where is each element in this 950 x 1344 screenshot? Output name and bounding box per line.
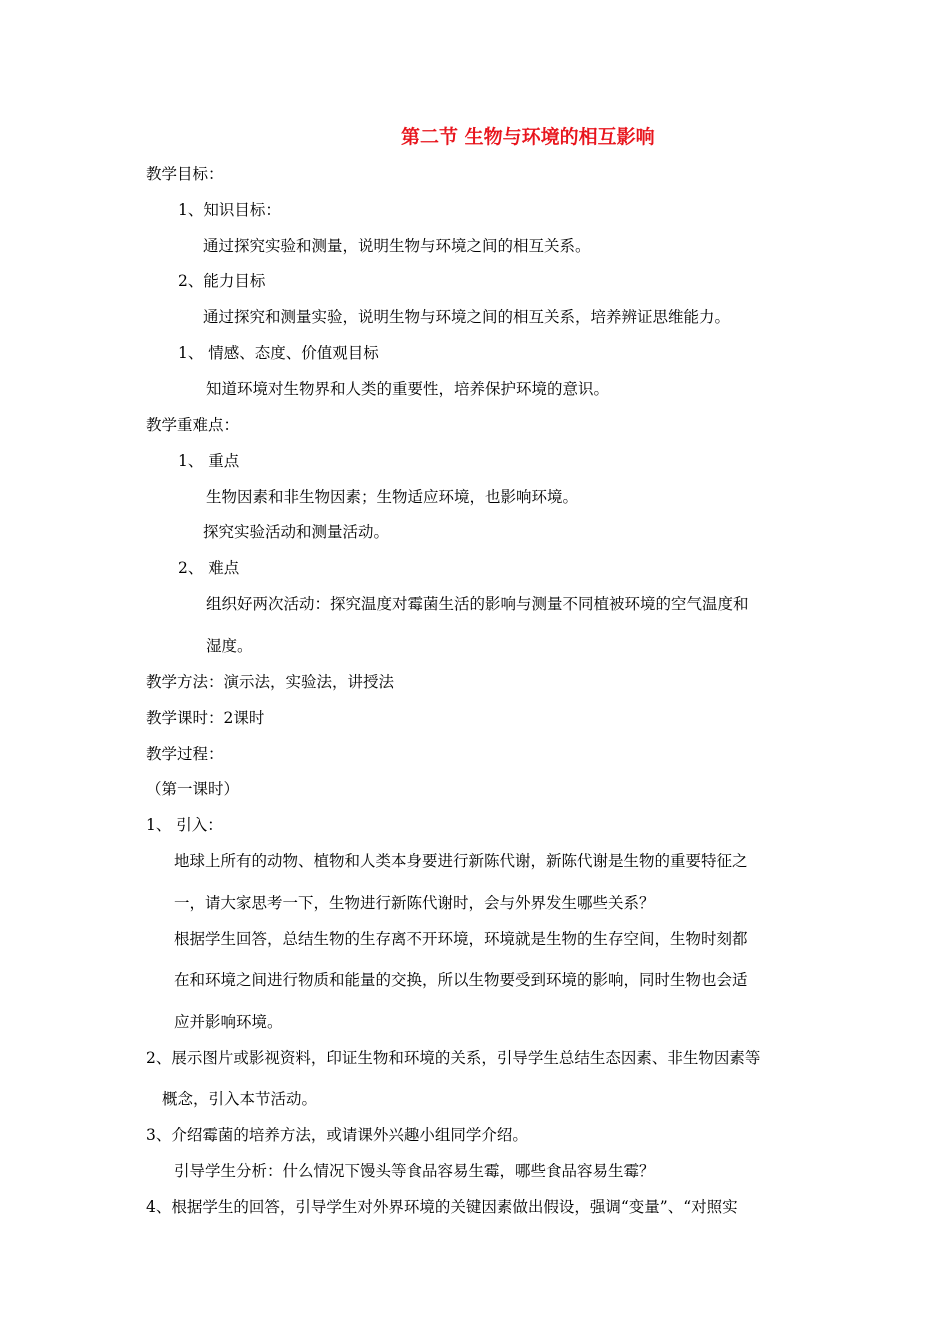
difficult-point-text-cont: 湿度。: [206, 637, 253, 655]
key-point-text: 生物因素和非生物因素；生物适应环境，也影响环境。: [206, 488, 579, 506]
step-3-text: 3、介绍霉菌的培养方法，或请课外兴趣小组同学介绍。: [146, 1126, 528, 1144]
teaching-hours: 教学课时：2课时: [146, 709, 265, 727]
knowledge-goal-text: 通过探究实验和测量，说明生物与环境之间的相互关系。: [203, 237, 591, 255]
step-1-summary-cont: 在和环境之间进行物质和能量的交换，所以生物要受到环境的影响，同时生物也会适: [174, 971, 748, 989]
document-title: 第二节 生物与环境的相互影响: [401, 126, 655, 148]
difficult-point-label: 2、 难点: [178, 559, 240, 577]
knowledge-goal-label: 1、知识目标：: [178, 201, 281, 219]
key-point-label: 1、 重点: [178, 452, 240, 470]
process-heading: 教学过程：: [146, 745, 224, 763]
step-4-text: 4、根据学生的回答，引导学生对外界环境的关键因素做出假设，强调“变量”、“对照实: [146, 1198, 738, 1216]
step-1-text: 地球上所有的动物、植物和人类本身要进行新陈代谢，新陈代谢是生物的重要特征之: [174, 852, 748, 870]
attitude-goal-text: 知道环境对生物界和人类的重要性，培养保护环境的意识。: [206, 380, 610, 398]
goals-heading: 教学目标：: [146, 165, 224, 183]
keypoints-heading: 教学重难点：: [146, 416, 240, 434]
step-1-label: 1、 引入：: [146, 816, 223, 834]
step-1-summary-end: 应并影响环境。: [174, 1013, 283, 1031]
step-1-summary: 根据学生回答，总结生物的生存离不开环境，环境就是生物的生存空间，生物时刻都: [174, 930, 748, 948]
difficult-point-text: 组织好两次活动：探究温度对霉菌生活的影响与测量不同植被环境的空气温度和: [206, 595, 749, 613]
attitude-goal-label: 1、 情感、态度、价值观目标: [178, 344, 379, 362]
step-1-text-cont: 一，请大家思考一下，生物进行新陈代谢时，会与外界发生哪些关系？: [174, 894, 655, 912]
key-point-text-2: 探究实验活动和测量活动。: [203, 523, 390, 541]
step-3-question: 引导学生分析：什么情况下馒头等食品容易生霉，哪些食品容易生霉？: [174, 1162, 655, 1180]
ability-goal-text: 通过探究和测量实验，说明生物与环境之间的相互关系，培养辨证思维能力。: [203, 308, 731, 326]
step-2-text: 2、展示图片或影视资料，印证生物和环境的关系，引导学生总结生态因素、非生物因素等: [146, 1049, 761, 1067]
teaching-method: 教学方法：演示法，实验法，讲授法: [146, 673, 395, 691]
ability-goal-label: 2、能力目标: [178, 272, 266, 290]
step-2-text-cont: 概念，引入本节活动。: [162, 1090, 318, 1108]
lesson-label: （第一课时）: [146, 780, 240, 798]
